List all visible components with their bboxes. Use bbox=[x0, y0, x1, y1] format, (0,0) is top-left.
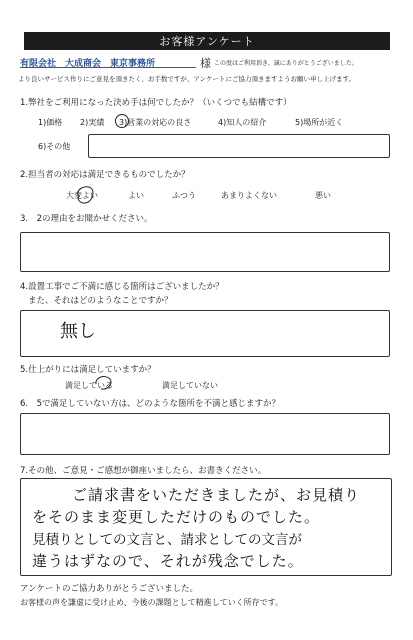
q1-selection-circle bbox=[114, 113, 130, 129]
q1-option-location[interactable]: 5)場所が近く bbox=[295, 118, 344, 127]
honorific: 様 bbox=[200, 57, 211, 70]
survey-title: お客様アンケート bbox=[159, 35, 255, 48]
survey-title-bar bbox=[24, 32, 390, 50]
q1-option-other[interactable]: 6)その他 bbox=[38, 142, 71, 151]
q1-option-track-record[interactable]: 2)実績 bbox=[80, 118, 105, 127]
q4-label: 4.設置工事でご不満に感じる箇所はございましたか？ bbox=[20, 282, 224, 292]
q4-handwritten-answer: 無し bbox=[60, 321, 96, 342]
q5-label: 5.仕上がりには満足していますか？ bbox=[20, 365, 156, 375]
q2-option-good[interactable]: よい bbox=[128, 191, 144, 200]
intro-text: より良いサービス作りにご意見を頂きたく、お手数ですが、アンケートにご協力頂きますようお願い申し上げます。 bbox=[18, 75, 355, 83]
company-name: 有限会社 大成商会 東京事務所 bbox=[20, 59, 156, 69]
q2-selection-circle bbox=[74, 183, 96, 207]
footer-thanks: アンケートのご協力ありがとうございました。 bbox=[20, 584, 198, 594]
q1-option-price[interactable]: 1)価格 bbox=[38, 118, 63, 127]
q7-label: 7.その他、ご意見・ご感想が御座いましたら、お書きください。 bbox=[20, 466, 267, 476]
q6-label: 6. 5で満足していない方は、どのような箇所を不満と感じますか？ bbox=[20, 399, 281, 409]
q3-label: 3. 2の理由をお聞かせください。 bbox=[20, 214, 153, 224]
q2-option-not-good[interactable]: あまりよくない bbox=[221, 191, 277, 200]
q3-answer-field[interactable] bbox=[20, 232, 390, 272]
q7-answer-line-2: をそのまま変更しただけのものでした。 bbox=[32, 508, 321, 526]
q2-option-bad[interactable]: 悪い bbox=[315, 191, 331, 200]
q1-other-field[interactable] bbox=[88, 134, 390, 158]
q7-answer-line-4: 違うはずなので、それが残念でした。 bbox=[32, 552, 304, 570]
q5-selection-mark bbox=[92, 370, 116, 394]
q7-answer-line-3: 見積りとしての文言と、請求としての文言が bbox=[32, 532, 302, 548]
thanks-note: この度はご利用頂き、誠にありがとうございました。 bbox=[214, 60, 358, 67]
q6-answer-field[interactable] bbox=[20, 413, 390, 455]
q2-option-average[interactable]: ふつう bbox=[172, 191, 196, 200]
q5-option-not-satisfied[interactable]: 満足していない bbox=[162, 381, 218, 390]
q2-label: 2.担当者の対応は満足できるものでしたか？ bbox=[20, 170, 190, 180]
name-underline bbox=[20, 67, 196, 68]
q5-option-satisfied[interactable]: 満足している bbox=[65, 381, 113, 390]
q7-answer-line-1: ご請求書をいただきましたが、お見積り bbox=[72, 486, 361, 504]
q1-option-referral[interactable]: 4)知人の紹介 bbox=[218, 118, 267, 127]
q1-label: 1.弊社をご利用になった決め手は何でしたか？（いくつでも結構です） bbox=[20, 98, 292, 108]
q4-label-sub: また、それはどのようなことですか？ bbox=[28, 296, 173, 306]
footer-commitment: お客様の声を謙虚に受け止め、今後の課題として精進していく所存です。 bbox=[20, 598, 284, 607]
q2-option-very-good[interactable]: 大変よい bbox=[66, 191, 98, 200]
q1-option-sales-response[interactable]: 3)営業の対応の良さ bbox=[119, 118, 192, 127]
